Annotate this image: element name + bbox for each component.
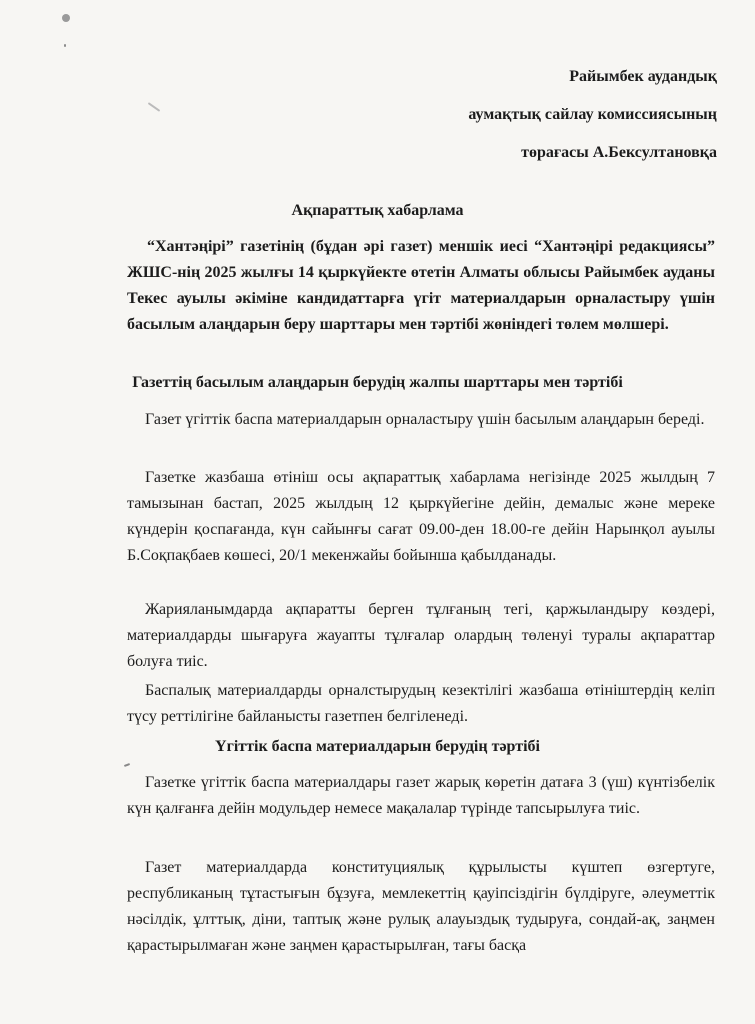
addressee-line: Райымбек аудандық	[569, 68, 717, 85]
section-heading: Газеттің басылым алаңдарын берудің жалпы шарттары мен тәртібі	[132, 374, 623, 391]
paragraph: Баспалық материалдарды орналстырудың кезектілігі жазбаша өтініштердің келіп түсу реттілігіне байланысты газетпен белгіленеді.	[127, 682, 715, 725]
scan-speck	[64, 44, 66, 47]
scan-speck	[62, 14, 70, 22]
addressee-block	[468, 58, 717, 172]
scan-speck	[124, 763, 130, 767]
addressee-line: аумақтық сайлау комиссиясының	[468, 106, 717, 123]
paragraph: Газетке үгіттік баспа материалдары газет жарық көретін датаға 3 (үш) күнтізбелік күн қалғанға дейін модульдер немесе мақалалар түрінде тапсырылуға тиіс.	[127, 774, 715, 817]
scan-speck	[148, 102, 161, 112]
paragraph: Газет материалдарда конституциялық құрылысты күштеп өзгертуге, республиканың тұтастығын бұзуға, мемлекеттің қауіпсіздігін бүлдіруге, әлеуметтік нәсілдік, ұлттық, діни, таптық және рулық алауыздық тудыруға, сондай-ақ, заңмен қарастырылмаған және заңмен қарастырылған, тағы басқа	[127, 859, 715, 954]
paragraph: Жарияланымдарда ақпаратты берген тұлғаның тегі, қаржыландыру көздері, материалдарды шығаруға жауапты тұлғалар олардың төленуі туралы ақпараттар болуға тиіс.	[127, 601, 715, 670]
paragraph: Газет үгіттік баспа материалдарын орналастыру үшін басылым алаңдарын береді.	[145, 411, 705, 428]
addressee-line: төрағасы А.Бексултановқа	[521, 144, 717, 161]
document-title: Ақпараттық хабарлама	[291, 202, 464, 219]
intro-paragraph: “Хантәңірі” газетінің (бұдан әрі газет) меншік иесі “Хантәңірі редакциясы” ЖШС-нің 2025 жылғы 14 қыркүйекте өтетін Алматы облысы Райымбек ауданы Текес ауылы әкіміне кандидаттарға үгіт материалдарын орналастыру үшін басылым алаңдарын беру шарттары мен тәртібі жөніндегі төлем мөлшері.	[127, 238, 715, 333]
paragraph: Газетке жазбаша өтініш осы ақпараттық хабарлама негізінде 2025 жылдың 7 тамызынан бастап, 2025 жылдың 12 қыркүйегіне дейін, демалыс және мереке күндерін қоспағанда, күн сайынғы сағат 09.00-ден 18.00-ге дейін Нарынқол ауылы Б.Соқпақбаев көшесі, 20/1 мекенжайы бойынша қабылданады.	[127, 469, 715, 564]
section-heading: Үгіттік баспа материалдарын берудің тәртібі	[215, 738, 540, 755]
